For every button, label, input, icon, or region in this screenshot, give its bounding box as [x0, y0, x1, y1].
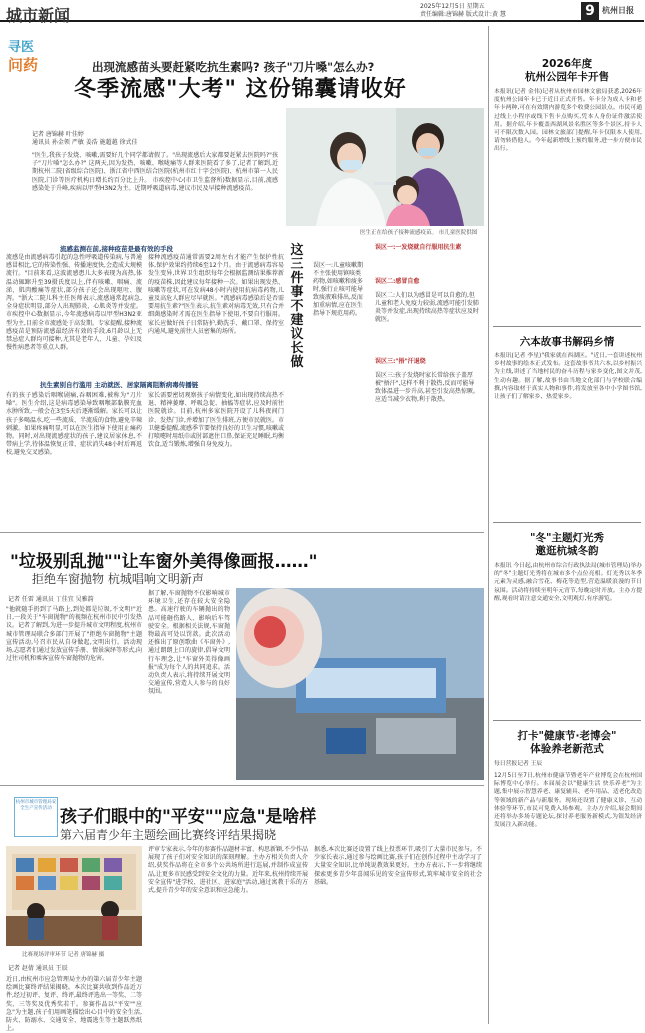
section-divider-2 [0, 785, 484, 786]
advice2-body: 误区二:人们以为感冒是可以自愈的,但儿童和老人免疫力较弱,流感可能引发肺炎等并发症,出现持续高热等症状应及时就医。 [375, 292, 479, 323]
kids-byline: 记者 赵倩 通讯员 王辰 [8, 965, 68, 972]
advice1-label: 误区一:一发烧就自行服用抗生素 [375, 244, 462, 251]
garbage-col1: "他就随手扔到了马路上,到处都是垃圾,不文明!"近日,一段关于"车窗抛物"的视频在杭州市民中引发热议。记者了解到,为进一步提升城市文明程度,杭州市城市管理局联合多部门开展了"拒绝车窗抛物"主题宣传活动,号召市民从自身做起,文明出行。活动现场,志愿者们通过发放宣传手册、情景演绎等形式,向过往司机和乘客宣传车窗抛物的危害。 [6, 606, 142, 663]
sidebar-story1-title1: 2026年度 [541, 58, 593, 70]
garbage-title: "垃圾别乱抛""让车窗外美得像画报……" [10, 552, 318, 572]
flu-col3: 有的孩子感染后咽喉剧痛,吞咽困难,被称为"刀片嗓"。医生介绍,这是病毒感染导致咽喉部黏膜充血水肿所致,一般会在3至5天后逐渐缓解。家长可以让孩子多喝温水,吃一些流质、半流质的食物,避免辛辣刺激。如果疼痛明显,可以在医生指导下使用止痛药物。同时,对出现流感症状的孩子,建议居家休息,不带病上学,待体温恢复正常、症状消失48小时后再返校,避免交叉感染。 [6, 392, 142, 457]
flu-lead: "医生,我孩子发烧、咳嗽,需要好几个同学都请假了。"出现流感后大家都要赶紧去医院吗?"孩子"刀片嗓"怎么办?" 这两天,因为发热、咳嗽、喉咙痛等人群来医院看了多了,记者了解到,近期杭州二院(省级综合医院)、浙江省中西医结合医院(杭州市红十字会医院)、杭州市第一人民医院,门诊等医疗机构日增长约百分比上升。 市疾控中心(市卫生监督所)数据显示,目前,流感感染处于升峰,疾病以甲型H3N2为主。近期呼吸道病毒,建议市民及早接种流感疫苗。 [32, 152, 278, 192]
issue-date: 2025年12月5日 星期五 [420, 3, 485, 10]
kids-campaign-logo [14, 797, 58, 837]
sidebar-divider-1 [493, 326, 641, 327]
flu-photo-illustration [286, 108, 484, 226]
garbage-photo [236, 588, 484, 780]
kids-photo [6, 846, 142, 946]
sidebar-story1-title2: 杭州公园年卡开售 [525, 71, 609, 83]
advice3-heading [375, 358, 479, 366]
sidebar-story2-title: 六本故事书解码乡情 [519, 336, 615, 348]
kids-col3: 据悉,本次比赛还设置了线上投票环节,吸引了大量市民参与。不少家长表示,通过参与绘画比赛,孩子们在创作过程中主动学习了大量安全知识,比单纯说教效果更好。主办方表示,下一步将继续探索更多青少年喜闻乐见的安全宣传形式,筑牢城市安全的社会基础。 [314, 846, 482, 886]
flu-subhead2: 抗生素别自行滥用 主动就医、居家隔离阻断病毒传播链 [40, 381, 199, 389]
flu-col2: 接种流感疫苗通常需要2周左右才能产生保护性抗体,保护效果约持续6至12个月。由于流感病毒容易发生变异,世界卫生组织每年会根据监测结果推荐新的疫苗株,因此建议每年接种一次。如果出现发热、咳嗽等症状,可在发病48小时内使用抗病毒药物,儿童及高危人群应尽早就医。"流感病毒感染后是否需要用抗生素?"医生表示,抗生素对病毒无效,只有合并细菌感染时才需在医生指导下使用,不要自行服用。家长应做好孩子日常防护,勤洗手、戴口罩、保持室内通风,避免前往人员密集的场所。 [148, 254, 284, 335]
advice3-label: 误区三:"捂"汗退烧 [375, 358, 426, 365]
flu-title: 冬季流感"大考" 这份锦囊请收好 [74, 77, 407, 102]
flu-subhead1: 流感监测在前,接种疫苗是最有效的手段 [60, 245, 173, 253]
kids-title: 孩子们眼中的"平安""应急"是啥样 [60, 807, 317, 827]
issue-editors: 责任编辑:唐锦赫 版式设计:黄 慧 [420, 11, 506, 18]
sidebar-story2-body: 本报讯(记者 李星)"我家就在西湖区。"近日,一套讲述杭州乡村故事的绘本正式发布。这套故事书共六本,以乡村振兴为主线,讲述了当地村民的奋斗历程与家乡变化,图文并茂,生动有趣。据了解,故事书由当地文化部门与学校联合编撰,内容取材于真实人物和事件,将发放至各中小学图书馆,让孩子们了解家乡、热爱家乡。 [494, 353, 642, 401]
sidebar-story3-title2: 邀逛杭城冬韵 [535, 545, 599, 557]
sidebar [488, 26, 644, 1024]
sidebar-story1-body: 本报讯(记者 金伟)记者从杭州市园林文旅局获悉,2026年度杭州公园年卡已于近日正式开售。年卡分为成人卡和老年卡两种,可在有效期内游览多个收费公园景点。市民可通过线上小程序或线下售卡点购买,凭本人身份证件激活使用。据介绍,年卡覆盖西湖风景名胜区等多个景区,持卡人可不限次数入园。园林文旅部门提醒,年卡仅限本人使用,请勿转借他人。今年起新增线上预约服务,进一步方便市民出行。 [494, 89, 642, 153]
advice2-label: 误区二:感冒自愈 [375, 278, 420, 285]
page-number: 9 [581, 2, 599, 20]
issue-meta [420, 3, 506, 19]
sidebar-story3-body: 本报讯 今日起,由杭州市综合行政执法局(城市管理局)举办的"冬"主题灯光秀将在城市多个点位亮相。灯光秀以冬季元素为灵感,融合雪花、梅花等造型,营造温暖浪漫的节日氛围。活动将持续至明年元宵节,每晚定时开放。主办方提醒,观看时请注意交通安全,文明观灯,有序游览。 [494, 563, 642, 602]
kids-subtitle: 第六届青少年主题绘画比赛终评结果揭晓 [60, 828, 277, 842]
flu-vertical-title: 这三件事不建议长做 [290, 243, 304, 370]
sidebar-story4-title2: 体验养老新范式 [530, 743, 604, 755]
sidebar-story3-title1: "冬"主题灯光秀 [530, 532, 604, 544]
kids-col1: 近日,由杭州市应急管理局主办的第六届青少年主题绘画比赛终评结果揭晓。本次比赛共收到作品近万件,经过初评、复评、终评,最终评选出一等奖、二等奖、三等奖及优秀奖若干。参赛作品以"平安""应急"为主题,孩子们用画笔描绘出心目中的安全生活,防火、防溺水、交通安全、地震逃生等主题跃然纸上。 [6, 976, 142, 1033]
qa-logo [8, 36, 48, 74]
sidebar-divider-3 [493, 720, 641, 721]
flu-byline1: 记者 唐锦赫 叶佳婷 [32, 131, 84, 138]
flu-photo-caption: 医生正在给孩子接种流感疫苗。 市儿童医院供图 [360, 230, 478, 236]
newspaper-brand: 杭州日报 [602, 5, 634, 15]
kids-photo-illustration [6, 846, 142, 946]
garbage-byline: 记者 任雷 通讯员 丁佳宜 吴雅韵 [8, 596, 94, 603]
advice2-heading [375, 278, 479, 286]
flu-col1: 流感是由流感病毒引起的急性呼吸道传染病,与普通感冒相比,它的传染性强、传播速度快,会造成大规模流行。"目前来看,这波流感患儿大多表现为高热,体温动辄蹿升至39摄氏度以上,伴有咳嗽、咽痛、流涕、肌肉酸痛等症状,部分孩子还会出现呕吐、腹泻。"浙大二院儿科主任医师表示,流感通常起病急,全身症状明显,部分人出现肺炎、心肌炎等并发症。市疾控中心数据显示,今年流感病毒以甲型H3N2亚型为主,目前全市流感处于高发期。专家提醒,接种流感疫苗是预防流感最经济有效的手段,6月龄以上无禁忌症人群均可接种,尤其是老年人、儿童、孕妇及慢性病患者等重点人群。 [6, 254, 142, 352]
sidebar-divider-2 [493, 522, 641, 523]
advice1-body: 误区一:儿童咳嗽期不主张使用镇咳类药物,如咳嗽和痰多时,强行止咳可能导致痰液难排出,反而加重病情,应在医生指导下规范用药。 [313, 262, 364, 317]
garbage-subtitle: 拒绝车窗抛物 杭城唱响文明新声 [32, 572, 204, 586]
advice1-heading [375, 244, 479, 252]
qa-logo-a: 寻医 [8, 40, 35, 55]
sidebar-story4-byline: 每日营报记者 王辰 [494, 761, 543, 767]
masthead [0, 0, 644, 25]
flu-subtitle: 出现流感苗头要赶紧吃抗生素吗? 孩子"刀片嗓"怎么办? [92, 60, 375, 74]
flu-photo [286, 108, 484, 226]
garbage-photo-illustration [236, 588, 484, 780]
sidebar-story4-title1: 打卡"健康节·老博会" [517, 730, 617, 742]
flu-byline2: 通讯员 孙金领 严敏 姜浩 施超越 徐式佳 [32, 139, 138, 146]
kids-photo-caption: 比赛现场评审环节 记者 唐锦赫 摄 [22, 952, 105, 958]
qa-logo-b: 问药 [8, 56, 39, 74]
section-name: 城市新闻 [6, 6, 71, 25]
garbage-col2: 据了解,车窗抛物不仅影响城市环境卫生,还存在较大安全隐患。高速行驶的车辆抛出的物品可能砸伤路人、影响后车驾驶安全。根据相关法规,车窗抛物最高可处以罚款。此次活动还推出了原创歌曲《车窗外》,通过朗朗上口的旋律,倡导文明行车理念,让"车窗外美得像画报"成为每个人的共同追求。活动负责人表示,将持续开展文明交通宣传,营造人人参与的良好氛围。 [148, 590, 230, 696]
flu-col4: 家长需要密切观察孩子病情变化,如出现持续高热不退、精神萎靡、呼吸急促、抽搐等症状,应及时前往医院就诊。目前,杭州多家医院开设了儿科夜间门诊、发热门诊,并增加了医生排班,方便市民就医。市卫健委提醒,流感季节要保持良好的卫生习惯,咳嗽或打喷嚏时用纸巾或肘部遮住口鼻,保证充足睡眠,均衡饮食,适当锻炼,增强自身免疫力。 [148, 392, 284, 449]
kids-logo-text: 杭州市城市管理局安全生产宣传活动 [15, 800, 57, 811]
flu-advice-box [313, 244, 483, 490]
advice3-body: 误区三:孩子发烧时家长常给孩子盖厚被"捂汗",这样不利于散热,反而可能导致体温进一步升高,甚至引发高热惊厥。应适当减少衣物,利于散热。 [375, 372, 479, 403]
kids-col2: 评审专家表示,今年的参赛作品题材丰富、构思新颖,不少作品展现了孩子们对安全知识的深刻理解。主办方相关负责人介绍,获奖作品将在全市多个公共场所进行巡展,并制作成宣传品,让更多市民感受到安全文化的力量。近年来,杭州持续开展安全宣传"进学校、进社区、进家庭"活动,通过寓教于乐的方式,提升青少年的安全意识和应急能力。 [148, 846, 308, 895]
section-divider-1 [0, 532, 484, 533]
sidebar-story4-body: 12月5日至7日,杭州市健康节暨老年产业博览会在杭州国际博览中心举行。本届展会以"健康生活 快乐养老"为主题,集中展示智慧养老、康复辅具、老年用品、适老化改造等领域的新产品与新服务。现场还设置了健康义诊、互动体验等环节,市民可免费入场参观。主办方介绍,展会期间还将举办多场专题论坛,探讨养老服务新模式,为银发经济发展注入新动能。 [494, 773, 642, 829]
